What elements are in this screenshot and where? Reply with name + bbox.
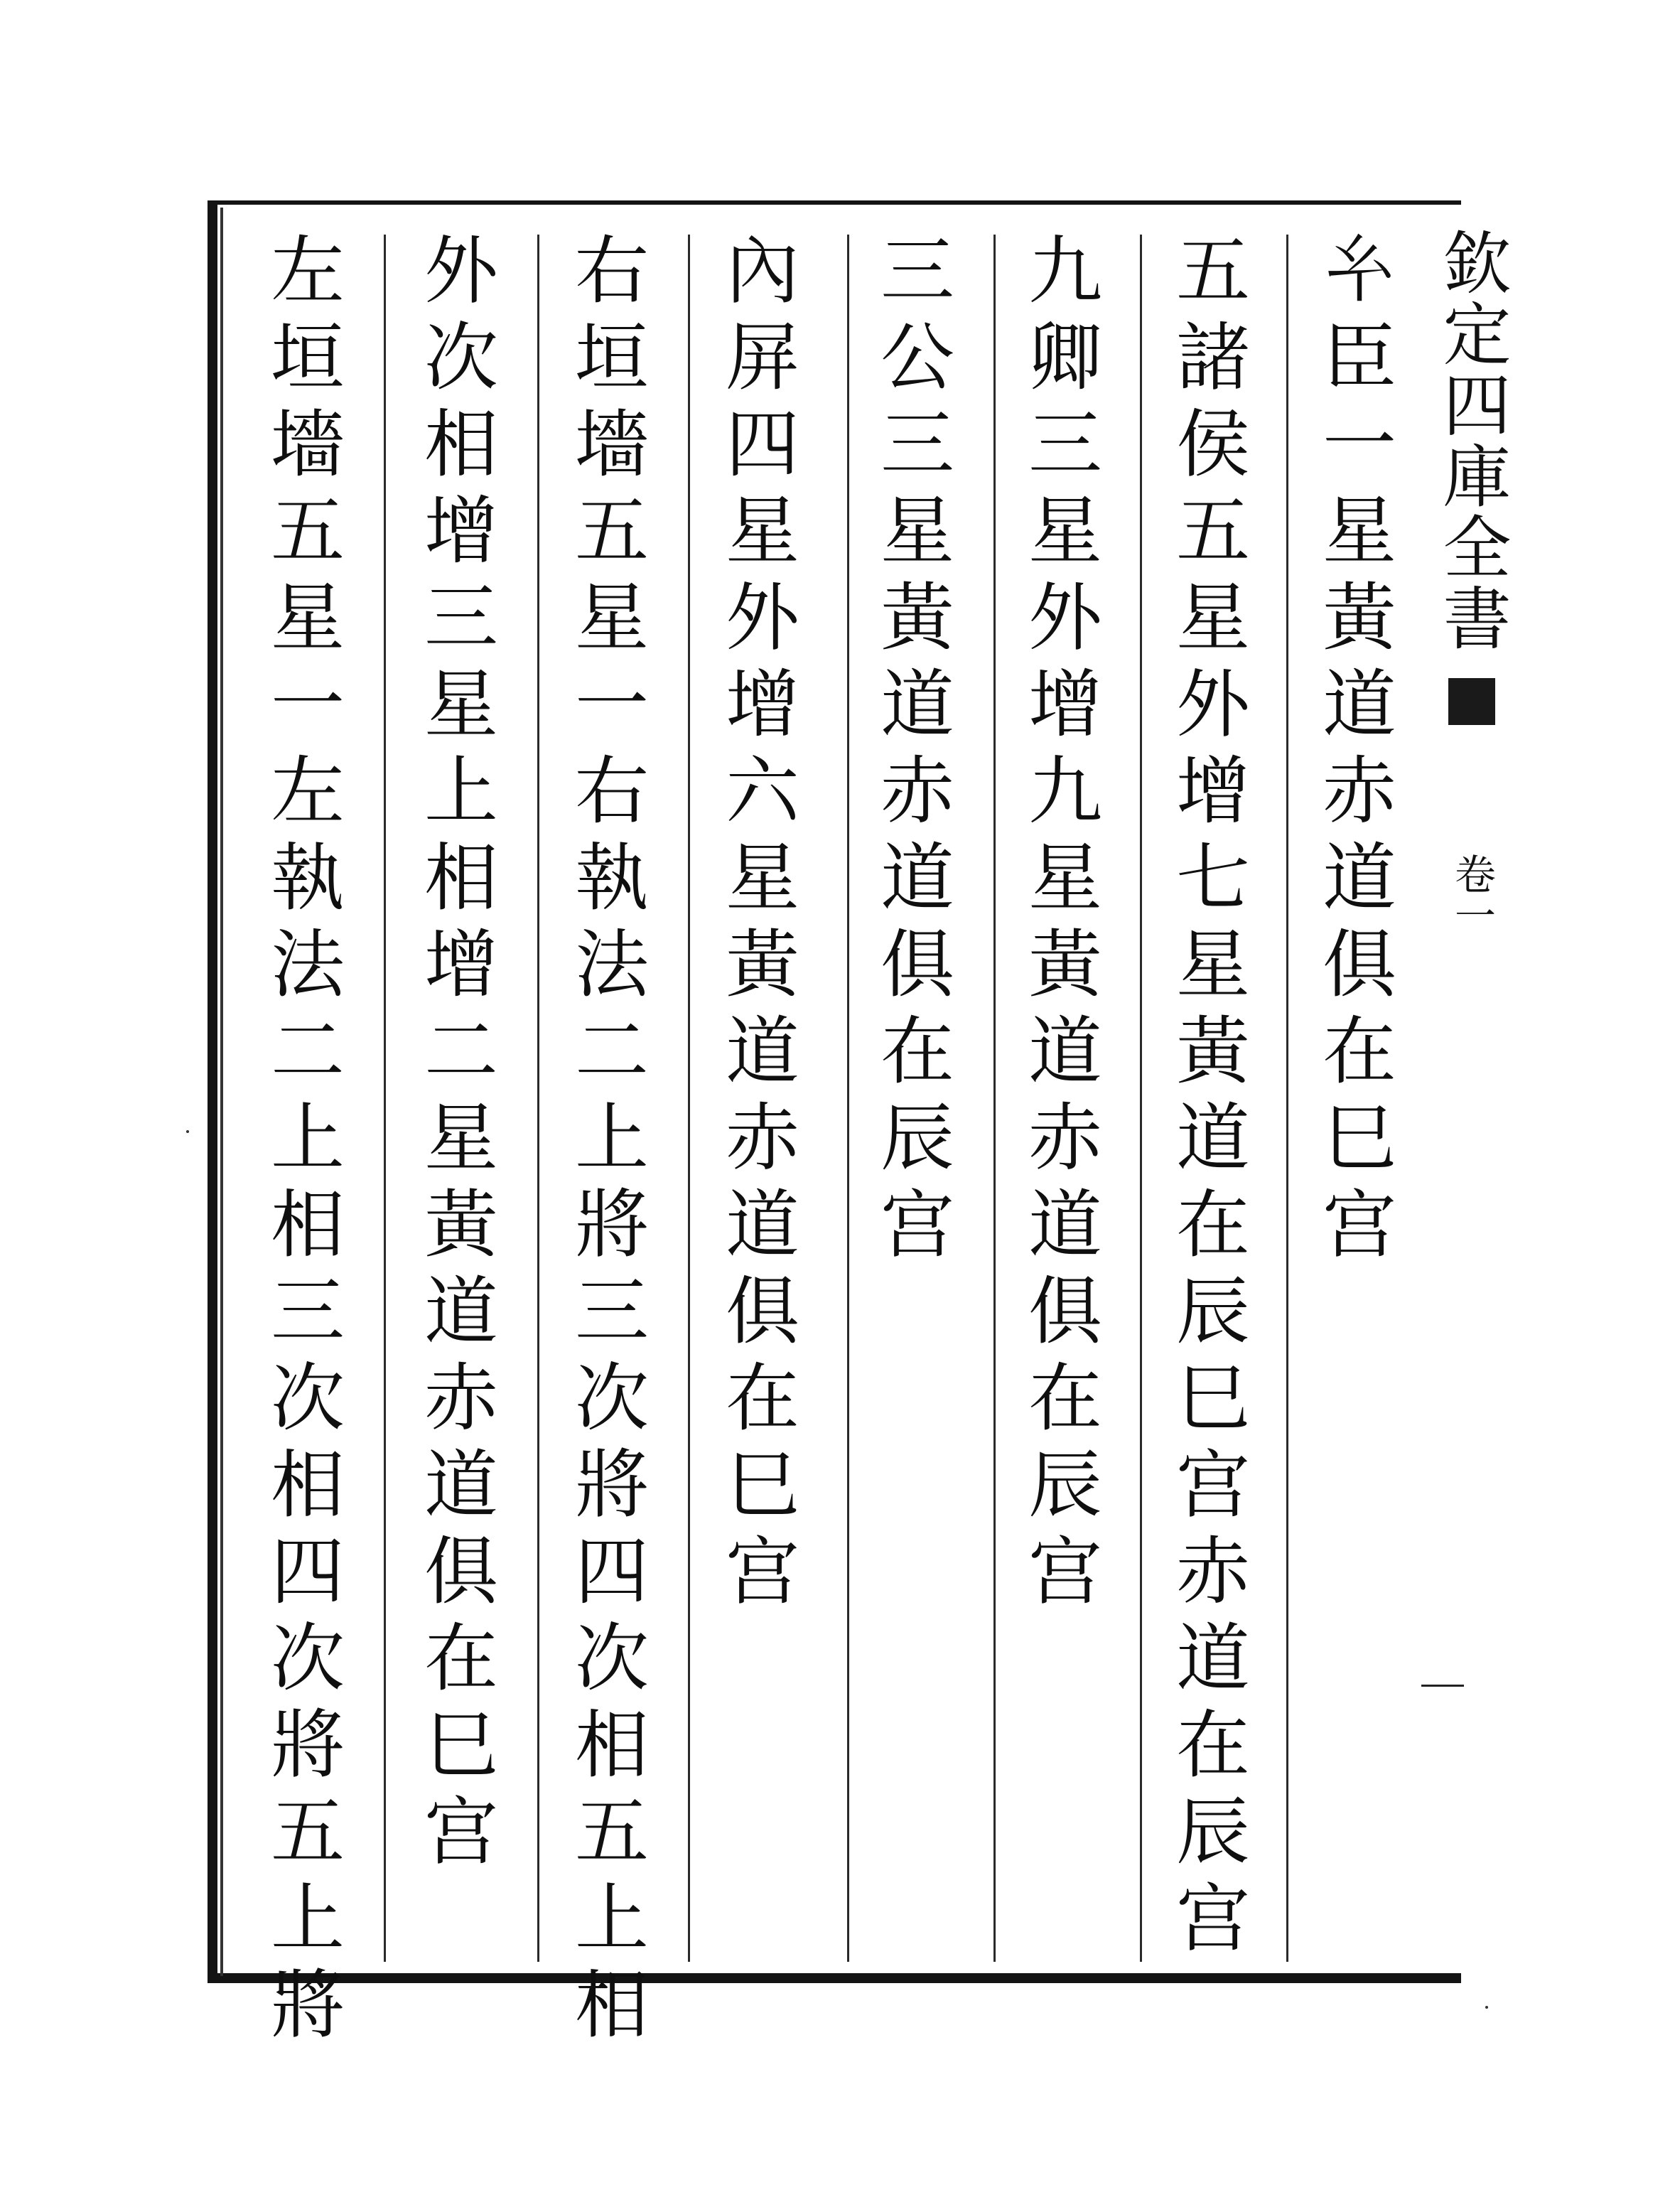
character: 在: [1028, 1355, 1102, 1441]
character: 道: [1175, 1615, 1250, 1702]
character: 三: [880, 401, 954, 488]
character: 在: [424, 1615, 498, 1702]
margin-tick: [1421, 1685, 1464, 1687]
character: 垣: [574, 314, 649, 401]
text-column-6: [544, 227, 679, 2049]
text-column-4: [850, 227, 985, 1268]
character: 宫: [1028, 1528, 1102, 1615]
character: 五: [1175, 488, 1250, 574]
column-divider: [993, 235, 996, 1962]
character: 三: [270, 1268, 345, 1355]
character: 二: [574, 1008, 649, 1095]
text-column-8: [240, 227, 375, 2049]
character: 五: [574, 1788, 649, 1875]
character: 執: [270, 834, 345, 921]
character: 右: [574, 227, 649, 314]
character: 諸: [1175, 314, 1250, 401]
character: 四: [270, 1528, 345, 1615]
volume-label: 卷一: [1448, 853, 1496, 935]
character: 道: [1175, 1095, 1250, 1181]
column-divider: [1140, 235, 1142, 1962]
character: 𢆯: [1322, 227, 1396, 314]
character: 道: [424, 1441, 498, 1528]
character: 一: [574, 661, 649, 748]
character: 相: [574, 1702, 649, 1788]
character: 將: [574, 1181, 649, 1268]
character: 星: [1175, 921, 1250, 1008]
character: 黃: [1322, 574, 1396, 661]
character: 上: [574, 1095, 649, 1181]
character: 五: [1175, 227, 1250, 314]
character: 九: [1028, 227, 1102, 314]
character: 垣: [270, 314, 345, 401]
character: 赤: [1322, 748, 1396, 834]
character: 三: [880, 227, 954, 314]
character: 外: [424, 227, 498, 314]
character: 將: [270, 1702, 345, 1788]
character: 星: [270, 574, 345, 661]
character: 增: [424, 488, 498, 574]
character: 星: [1175, 574, 1250, 661]
scan-speck: [186, 1130, 189, 1133]
character: 巳: [725, 1441, 799, 1528]
character: 宫: [1175, 1875, 1250, 1962]
character: 道: [880, 834, 954, 921]
character: 在: [1322, 1008, 1396, 1095]
character: 俱: [725, 1268, 799, 1355]
character: 俱: [880, 921, 954, 1008]
character: 七: [1175, 834, 1250, 921]
character: 宫: [424, 1788, 498, 1875]
character: 上: [270, 1095, 345, 1181]
character: 外: [1175, 661, 1250, 748]
character: 在: [725, 1355, 799, 1441]
character: 三: [574, 1268, 649, 1355]
character: 上: [424, 748, 498, 834]
character: 法: [574, 921, 649, 1008]
character: 相: [424, 834, 498, 921]
character: 黃: [725, 921, 799, 1008]
character: 在: [880, 1008, 954, 1095]
character: 屏: [725, 314, 799, 401]
character: 宫: [1322, 1181, 1396, 1268]
character: 次: [424, 314, 498, 401]
character: 相: [574, 1962, 649, 2049]
character: 星: [725, 488, 799, 574]
character: 五: [270, 1788, 345, 1875]
character: 巳: [424, 1702, 498, 1788]
character: 法: [270, 921, 345, 1008]
character: 次: [270, 1355, 345, 1441]
character: 次: [270, 1615, 345, 1702]
inner-border-rule: [220, 208, 223, 1976]
character: 增: [1028, 661, 1102, 748]
character: 四: [574, 1528, 649, 1615]
character: 五: [574, 488, 649, 574]
character: 星: [574, 574, 649, 661]
character: 將: [574, 1441, 649, 1528]
character: 六: [725, 748, 799, 834]
character: 外: [725, 574, 799, 661]
character: 四: [725, 401, 799, 488]
character: 外: [1028, 574, 1102, 661]
character: 在: [1175, 1181, 1250, 1268]
character: 在: [1175, 1702, 1250, 1788]
character: 二: [424, 1008, 498, 1095]
character: 星: [424, 1095, 498, 1181]
character: 侯: [1175, 401, 1250, 488]
text-column-3: [998, 227, 1133, 1615]
character: 相: [270, 1181, 345, 1268]
character: 辰: [1175, 1268, 1250, 1355]
character: 二: [270, 1008, 345, 1095]
character: 右: [574, 748, 649, 834]
character: 內: [725, 227, 799, 314]
column-divider: [384, 235, 386, 1962]
character: 道: [725, 1008, 799, 1095]
character: 辰: [1028, 1441, 1102, 1528]
character: 執: [574, 834, 649, 921]
scan-speck: [1485, 2006, 1488, 2009]
character: 赤: [725, 1095, 799, 1181]
character: 次: [574, 1355, 649, 1441]
character: 三: [424, 574, 498, 661]
character: 墻: [574, 401, 649, 488]
character: 道: [1028, 1008, 1102, 1095]
column-divider: [1286, 235, 1288, 1962]
character: 公: [880, 314, 954, 401]
character: 九: [1028, 748, 1102, 834]
column-divider: [537, 235, 539, 1962]
character: 臣: [1322, 314, 1396, 401]
text-column-1: [1292, 227, 1427, 1268]
character: 黃: [880, 574, 954, 661]
character: 道: [1322, 661, 1396, 748]
column-divider: [688, 235, 690, 1962]
character: 宫: [725, 1528, 799, 1615]
character: 巳: [1322, 1095, 1396, 1181]
character: 道: [880, 661, 954, 748]
text-column-7: [394, 227, 529, 1875]
text-column-2: [1146, 227, 1281, 1962]
character: 一: [1322, 401, 1396, 488]
character: 道: [424, 1268, 498, 1355]
character: 將: [270, 1962, 345, 2049]
character: 赤: [424, 1355, 498, 1441]
character: 墻: [270, 401, 345, 488]
character: 辰: [1175, 1788, 1250, 1875]
character: 道: [725, 1181, 799, 1268]
character: 星: [725, 834, 799, 921]
character: 赤: [1028, 1095, 1102, 1181]
margin-strip: [1433, 213, 1511, 1962]
character: 道: [1028, 1181, 1102, 1268]
character: 俱: [1322, 921, 1396, 1008]
character: 星: [424, 661, 498, 748]
character: 辰: [880, 1095, 954, 1181]
character: 相: [270, 1441, 345, 1528]
character: 星: [880, 488, 954, 574]
character: 赤: [1175, 1528, 1250, 1615]
character: 上: [270, 1875, 345, 1962]
character: 左: [270, 227, 345, 314]
column-divider: [847, 235, 849, 1962]
character: 上: [574, 1875, 649, 1962]
character: 黃: [1028, 921, 1102, 1008]
character: 一: [270, 661, 345, 748]
character: 增: [424, 921, 498, 1008]
character: 相: [424, 401, 498, 488]
character: 宫: [880, 1181, 954, 1268]
text-column-5: [695, 227, 830, 1615]
character: 宫: [1175, 1441, 1250, 1528]
character: 卿: [1028, 314, 1102, 401]
seal-mark: [1448, 678, 1495, 725]
character: 道: [1322, 834, 1396, 921]
character: 三: [1028, 401, 1102, 488]
character: 黃: [1175, 1008, 1250, 1095]
character: 左: [270, 748, 345, 834]
character: 俱: [1028, 1268, 1102, 1355]
character: 次: [574, 1615, 649, 1702]
character: 星: [1028, 834, 1102, 921]
book-title: 欽定四庫全書: [1432, 227, 1512, 654]
character: 赤: [880, 748, 954, 834]
character: 俱: [424, 1528, 498, 1615]
character: 黃: [424, 1181, 498, 1268]
character: 星: [1028, 488, 1102, 574]
character: 增: [1175, 748, 1250, 834]
character: 巳: [1175, 1355, 1250, 1441]
character: 增: [725, 661, 799, 748]
character: 五: [270, 488, 345, 574]
character: 星: [1322, 488, 1396, 574]
